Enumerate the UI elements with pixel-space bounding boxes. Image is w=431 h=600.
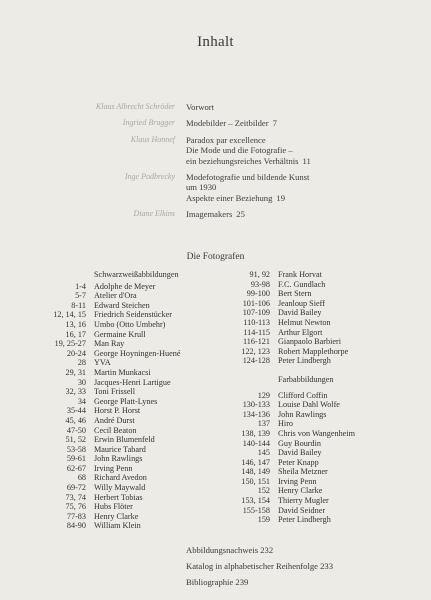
photographer-name: Gianpaolo Barbieri: [278, 337, 341, 347]
photographer-name: Jacques-Henri Lartigue: [94, 377, 171, 387]
plate-numbers: 59-61: [66, 454, 86, 464]
photographer-name: Adolphe de Meyer: [94, 281, 156, 291]
photographer-name: Bert Stern: [278, 289, 312, 299]
photographer-name: Peter Lindbergh: [278, 356, 331, 366]
photographer-entry[interactable]: [30, 512, 230, 522]
photographer-list-bw-continued: [226, 270, 416, 366]
photographer-name: Herbert Tobias: [94, 492, 143, 502]
photographer-entry[interactable]: [30, 339, 230, 349]
photographer-list-color: [226, 391, 416, 525]
photographer-entry[interactable]: [30, 493, 230, 503]
essay-title: [186, 209, 431, 219]
essay-title: [186, 118, 431, 128]
plate-numbers: 137: [257, 419, 270, 429]
photographer-name: George Platt-Lynes: [94, 396, 158, 406]
plate-numbers: 116-121: [243, 337, 270, 347]
plate-numbers: 53-58: [66, 444, 86, 454]
appendix-entry[interactable]: Katalog in alphabetischer Reihenfolge 233: [186, 561, 334, 571]
essay-title: [186, 135, 431, 166]
photographer-entry[interactable]: [226, 337, 416, 347]
plate-numbers: 32, 33: [65, 387, 86, 397]
essay-entry[interactable]: [0, 172, 431, 203]
photographer-column-left: [30, 270, 230, 531]
photographer-name: F.C. Gundlach: [278, 279, 326, 289]
photographer-name: Arthur Elgort: [278, 327, 323, 337]
plate-numbers: 114-115: [243, 327, 270, 337]
plate-numbers: 129: [257, 390, 270, 400]
plate-numbers: 12, 14, 15: [53, 310, 86, 320]
photographer-entry[interactable]: [226, 506, 416, 516]
essay-title: [186, 172, 431, 203]
essay-title-text: Imagemakers: [186, 209, 233, 220]
plate-numbers: 77-83: [66, 511, 86, 521]
appendix-list: [186, 542, 426, 590]
photographer-entry[interactable]: [30, 445, 230, 455]
photographer-entry[interactable]: [30, 426, 230, 436]
photographer-entry[interactable]: [226, 477, 416, 487]
plate-numbers: 150, 151: [241, 476, 270, 486]
plate-numbers: 69-72: [66, 483, 86, 493]
plate-numbers: 1-4: [75, 281, 86, 291]
essay-page-number: 11: [302, 155, 311, 166]
photographer-name: Horst P. Horst: [94, 406, 141, 416]
photographer-entry[interactable]: [30, 473, 230, 483]
essay-page-number: 19: [276, 192, 285, 203]
photographer-name: David Bailey: [278, 448, 322, 458]
photographer-name: John Rawlings: [278, 409, 327, 419]
photographer-name: Hiro: [278, 419, 294, 429]
plate-numbers: 152: [257, 486, 270, 496]
plate-numbers: 34: [77, 396, 86, 406]
photographer-name: Irving Penn: [94, 463, 133, 473]
photographer-name: Peter Knapp: [278, 457, 319, 467]
photographer-entry[interactable]: [30, 358, 230, 368]
photographer-name: YVA: [94, 358, 111, 368]
essay-entry[interactable]: [0, 102, 431, 112]
photographer-name: Hubs Flöter: [94, 502, 133, 512]
photographer-name: Peter Lindbergh: [278, 515, 331, 525]
appendix-entry[interactable]: Abbildungsnachweis 232: [186, 545, 274, 555]
essay-entry[interactable]: [0, 209, 431, 219]
photographer-entry[interactable]: [226, 439, 416, 449]
photographer-name: André Durst: [94, 415, 135, 425]
essay-author: Klaus Albrecht Schröder: [95, 102, 175, 111]
plate-numbers: 134-136: [242, 409, 270, 419]
photographer-entry[interactable]: [30, 282, 230, 292]
photographer-entry[interactable]: [226, 458, 416, 468]
photographer-entry[interactable]: [30, 406, 230, 416]
photographer-entry[interactable]: [30, 464, 230, 474]
plate-numbers: 62-67: [66, 463, 86, 473]
plate-numbers: 146, 147: [241, 457, 270, 467]
plate-numbers: 110-113: [243, 317, 270, 327]
plate-numbers: 153, 154: [241, 496, 270, 506]
photographer-entry[interactable]: [226, 289, 416, 299]
plate-numbers: 148, 149: [241, 467, 270, 477]
plate-numbers: 75, 76: [65, 502, 86, 512]
photographer-entry[interactable]: [226, 347, 416, 357]
plate-numbers: 155-158: [242, 505, 270, 515]
photographer-entry[interactable]: [226, 486, 416, 496]
photographer-name: David Seidner: [278, 505, 326, 515]
photographer-name: Maurice Tabard: [94, 444, 146, 454]
plate-numbers: 13, 16: [65, 319, 86, 329]
photographer-entry[interactable]: [226, 429, 416, 439]
photographer-entry[interactable]: [226, 318, 416, 328]
photographer-name: David Bailey: [278, 308, 322, 318]
photographer-list-bw: [30, 282, 230, 531]
essay-page-number: 7: [272, 118, 277, 129]
photographer-entry[interactable]: [30, 397, 230, 407]
photographer-name: Frank Horvat: [278, 270, 322, 279]
photographer-name: Thierry Mugler: [278, 496, 329, 506]
plate-numbers: 130-133: [242, 400, 270, 410]
photographer-name: Edward Steichen: [94, 300, 150, 310]
plate-numbers: 140-144: [242, 438, 270, 448]
essay-entry[interactable]: [0, 135, 431, 166]
photographer-entry[interactable]: [30, 368, 230, 378]
photographer-name: Henry Clarke: [94, 511, 139, 521]
essay-title: [186, 102, 431, 112]
photographer-entry[interactable]: [30, 320, 230, 330]
photographer-name: Jeanloup Sieff: [278, 298, 325, 308]
plate-numbers: 8-11: [71, 300, 86, 310]
plate-numbers: 28: [77, 358, 86, 368]
photographer-entry[interactable]: [30, 502, 230, 512]
page-title: Inhalt: [197, 34, 234, 50]
photographer-name: Cecil Beaton: [94, 425, 137, 435]
photographer-entry[interactable]: [226, 515, 416, 525]
plate-numbers: 91, 92: [249, 270, 270, 279]
photographer-entry[interactable]: [30, 330, 230, 340]
photographer-entry[interactable]: [30, 291, 230, 301]
plate-numbers: 159: [257, 515, 270, 525]
appendix-entry[interactable]: Bibliographie 239: [186, 577, 249, 587]
plate-numbers: 84-90: [66, 521, 86, 531]
photographer-entry[interactable]: [226, 410, 416, 420]
photographer-entry[interactable]: [30, 301, 230, 311]
photographer-entry[interactable]: [226, 270, 416, 280]
photographer-name: Willy Maywald: [94, 483, 146, 493]
photographer-name: Sheila Metzner: [278, 467, 328, 477]
photographer-column-right: [226, 270, 416, 525]
photographer-name: Louise Dahl Wolfe: [278, 400, 340, 410]
photographer-entry[interactable]: [226, 467, 416, 477]
photographer-name: Martin Munkacsi: [94, 367, 151, 377]
photographer-name: John Rawlings: [94, 454, 143, 464]
essay-page-number: 25: [236, 209, 245, 220]
photographer-entry[interactable]: [226, 356, 416, 366]
essay-author: Klaus Honnef: [130, 134, 175, 144]
photographer-entry[interactable]: [30, 521, 230, 531]
essay-author: Diane Elkins: [133, 209, 175, 219]
plate-numbers: 99-100: [246, 289, 270, 299]
photographer-entry[interactable]: [30, 378, 230, 388]
photographer-name: Irving Penn: [278, 476, 317, 486]
photographer-entry[interactable]: [226, 280, 416, 290]
photographer-name: George Hoyningen-Huené: [94, 348, 181, 358]
plate-numbers: 16, 17: [65, 329, 86, 339]
photographer-entry[interactable]: [30, 483, 230, 493]
subheading-farb: Farbabbildungen: [278, 374, 334, 384]
photographer-entry[interactable]: [30, 454, 230, 464]
plate-numbers: 68: [77, 473, 86, 483]
plate-numbers: 93-98: [250, 279, 270, 289]
photographer-name: Robert Mapplethorpe: [278, 346, 349, 356]
photographer-entry[interactable]: [226, 419, 416, 429]
photographer-name: Helmut Newton: [278, 317, 331, 327]
photographer-name: Guy Bourdin: [278, 438, 321, 448]
plate-numbers: 51, 52: [65, 435, 86, 445]
photographer-entry[interactable]: [226, 299, 416, 309]
essay-author: Ingried Brugger: [122, 118, 175, 128]
essay-title-text: Modefotografie und bildende Kunst um 1930 Aspekte einer Beziehung: [186, 172, 310, 203]
photographer-entry[interactable]: [226, 400, 416, 410]
essay-entry[interactable]: [0, 118, 431, 128]
photographer-entry[interactable]: [226, 308, 416, 318]
photographer-entry[interactable]: [30, 387, 230, 397]
photographer-name: Man Ray: [94, 339, 125, 349]
plate-numbers: 138, 139: [241, 428, 270, 438]
photographer-name: Atelier d'Ora: [94, 291, 137, 301]
photographer-name: Erwin Blumenfeld: [94, 435, 155, 445]
photographer-name: Clifford Coffin: [278, 390, 328, 400]
plate-numbers: 122, 123: [241, 346, 270, 356]
plate-numbers: 5-7: [75, 291, 86, 301]
essay-title-text: Modebilder – Zeitbilder: [186, 118, 269, 129]
photographer-name: Germaine Krull: [94, 329, 146, 339]
plate-numbers: 47-50: [66, 425, 86, 435]
plate-numbers: 101-106: [242, 298, 270, 308]
section-title-fotografen: Die Fotografen: [186, 252, 245, 262]
photographer-entry[interactable]: [226, 496, 416, 506]
plate-numbers: 45, 46: [65, 415, 86, 425]
photographer-name: Chris von Wangenheim: [278, 428, 355, 438]
photographer-name: Friedrich Seidenstücker: [94, 310, 172, 320]
subheading-schwarzweiss: Schwarzweißabbildungen: [94, 270, 179, 279]
plate-numbers: 30: [77, 377, 86, 387]
photographer-entry[interactable]: [226, 448, 416, 458]
photographer-name: William Klein: [94, 521, 141, 531]
photographer-entry[interactable]: [30, 435, 230, 445]
plate-numbers: 107-109: [242, 308, 270, 318]
essay-list: [0, 102, 431, 226]
photographer-name: Toni Frissell: [94, 387, 136, 397]
photographer-entry[interactable]: [30, 416, 230, 426]
photographer-entry[interactable]: [226, 391, 416, 401]
plate-numbers: 29, 31: [65, 367, 86, 377]
photographer-name: Henry Clarke: [278, 486, 323, 496]
essay-title-text: Paradox par excellence Die Mode und die Fotografie – ein beziehungsreiches Verhältnis: [186, 134, 299, 166]
essay-author: Inge Podbrecky: [124, 172, 175, 182]
plate-numbers: 35-44: [66, 406, 86, 416]
plate-numbers: 19, 25-27: [54, 339, 86, 349]
essay-title-text: Vorwort: [186, 102, 215, 112]
plate-numbers: 124-128: [242, 356, 270, 366]
photographer-name: Richard Avedon: [94, 473, 147, 483]
photographer-entry[interactable]: [226, 328, 416, 338]
photographer-name: Umbo (Otto Umbehr): [94, 319, 166, 329]
plate-numbers: 20-24: [66, 348, 86, 358]
photographer-entry[interactable]: [30, 349, 230, 359]
photographer-entry[interactable]: [30, 310, 230, 320]
plate-numbers: 145: [257, 448, 270, 458]
plate-numbers: 73, 74: [65, 492, 86, 502]
